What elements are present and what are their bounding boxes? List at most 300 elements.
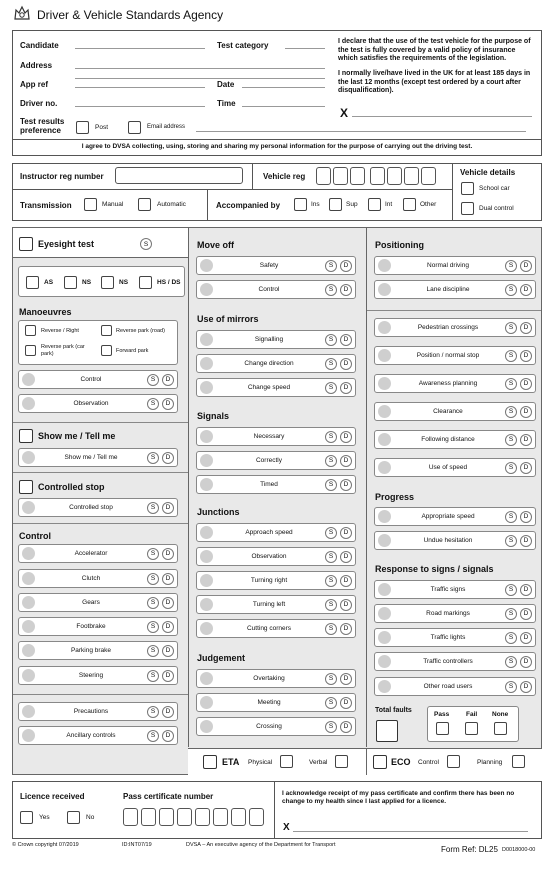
candidate-field[interactable] [75,48,205,49]
fault-tally-circle[interactable] [200,526,213,539]
serious-fault-marker[interactable]: S [505,584,517,596]
fault-tally-circle[interactable] [22,451,35,464]
dangerous-fault-marker[interactable]: D [520,378,532,390]
eyesight-option-checkbox[interactable] [64,276,77,289]
dangerous-fault-marker[interactable]: D [520,608,532,620]
dangerous-fault-marker[interactable]: D [520,284,532,296]
fault-tally-circle[interactable] [22,373,35,386]
form-ref: Form Ref: DL25 [441,845,498,854]
test-category-field[interactable] [285,48,325,49]
fault-tally-circle[interactable] [378,321,391,334]
manoeuvre-label: Reverse park (road) [116,328,165,334]
serious-fault-marker[interactable]: S [325,673,337,685]
fault-tally-circle[interactable] [22,705,35,718]
control-title: Control [19,531,51,541]
assessment-item-label: Following distance [421,436,475,443]
assessment-row[interactable] [196,595,356,614]
form-id: ID:INT07/19 [122,842,152,848]
app-ref-label: App ref [20,80,48,89]
dangerous-fault-marker[interactable]: D [520,462,532,474]
sup-checkbox[interactable] [329,198,342,211]
fault-tally-circle[interactable] [200,720,213,733]
assessment-row[interactable] [18,544,178,563]
fault-tally-circle[interactable] [22,620,35,633]
dangerous-fault-marker[interactable]: D [340,260,352,272]
dangerous-fault-marker[interactable]: D [340,599,352,611]
assessment-row[interactable] [196,669,356,688]
assessment-row[interactable] [196,378,356,397]
fault-tally-circle[interactable] [200,381,213,394]
dangerous-fault-marker[interactable]: D [520,632,532,644]
assessment-row[interactable] [374,346,536,365]
dangerous-fault-marker[interactable]: D [340,623,352,635]
fault-tally-circle[interactable] [200,259,213,272]
serious-fault-marker[interactable]: S [325,623,337,635]
ins-label: Ins [311,201,320,208]
dangerous-fault-marker[interactable]: D [162,706,174,718]
eta-checkbox[interactable] [203,755,217,769]
fault-tally-circle[interactable] [22,596,35,609]
assessment-row[interactable] [18,726,178,745]
eyesight-option-checkbox[interactable] [26,276,39,289]
serious-fault-marker[interactable]: S [325,260,337,272]
assessment-row[interactable] [374,507,536,526]
dangerous-fault-marker[interactable]: D [162,502,174,514]
fault-tally-circle[interactable] [22,501,35,514]
time-label: Time [217,99,236,108]
assessment-row[interactable] [374,318,536,337]
fault-tally-circle[interactable] [200,430,213,443]
eta-physical-checkbox[interactable] [280,755,293,768]
vehicle-reg-box[interactable] [316,167,331,185]
fault-tally-circle[interactable] [378,259,391,272]
serious-fault-marker[interactable]: S [505,608,517,620]
email-field[interactable] [196,131,526,132]
serious-fault-marker[interactable]: S [325,334,337,346]
fault-tally-circle[interactable] [378,655,391,668]
licence-signature-mark: X [283,822,290,833]
date-label: Date [217,80,235,89]
assessment-item-label: Signalling [254,336,284,343]
dangerous-fault-marker[interactable]: D [520,322,532,334]
assessment-row[interactable] [18,593,178,612]
serious-fault-marker[interactable]: S [505,260,517,272]
none-label: None [492,711,509,718]
dangerous-fault-marker[interactable]: D [162,645,174,657]
vehicle-reg-box[interactable] [370,167,385,185]
serious-fault-marker[interactable]: S [505,350,517,362]
eco-planning-label: Planning [477,759,503,766]
fault-tally-circle[interactable] [22,669,35,682]
dangerous-fault-marker[interactable]: D [340,575,352,587]
assessment-row[interactable] [374,604,536,623]
serious-fault-marker[interactable]: S [147,502,159,514]
fault-tally-circle[interactable] [378,534,391,547]
eco-planning-checkbox[interactable] [512,755,525,768]
dangerous-fault-marker[interactable]: D [520,406,532,418]
assessment-row[interactable] [374,256,536,275]
pass-cert-box[interactable] [249,808,264,826]
manoeuvre-checkbox[interactable] [25,345,36,356]
serious-fault-marker[interactable]: S [147,645,159,657]
dangerous-fault-marker[interactable]: D [162,621,174,633]
serious-fault-marker[interactable]: S [505,284,517,296]
judgement-title: Judgement [197,653,246,663]
vehicle-reg-box[interactable] [333,167,348,185]
assessment-row[interactable] [374,628,536,647]
dangerous-fault-marker[interactable]: D [340,431,352,443]
precautions-divider [13,694,188,695]
assessment-row[interactable] [196,547,356,566]
serious-fault-marker[interactable]: S [325,358,337,370]
dangerous-fault-marker[interactable]: D [162,597,174,609]
assessment-item-label: Parking brake [70,647,112,654]
dangerous-fault-marker[interactable]: D [340,479,352,491]
dangerous-fault-marker[interactable]: D [162,398,174,410]
assessment-item-label: Cutting corners [246,625,292,632]
pass-checkbox[interactable] [436,722,449,735]
serious-fault-marker[interactable]: S [147,706,159,718]
eyesight-s-marker[interactable]: S [140,236,156,252]
fault-tally-circle[interactable] [200,478,213,491]
assessment-item-label: Pedestrian crossings [417,324,479,331]
dangerous-fault-marker[interactable]: D [162,452,174,464]
fault-tally-circle[interactable] [378,433,391,446]
licence-yes-checkbox[interactable] [20,811,33,824]
fault-tally-circle[interactable] [378,680,391,693]
serious-fault-marker[interactable]: S [147,597,159,609]
dangerous-fault-marker[interactable]: D [340,673,352,685]
fault-tally-circle[interactable] [22,644,35,657]
address-field[interactable] [75,68,325,69]
fault-tally-circle[interactable] [200,283,213,296]
fault-tally-circle[interactable] [378,461,391,474]
assessment-row[interactable] [18,448,178,467]
column-divider-1 [188,227,189,747]
manual-checkbox[interactable] [84,198,97,211]
dangerous-fault-marker[interactable]: D [340,358,352,370]
vehicle-reg-box[interactable] [404,167,419,185]
vehicle-divider-1 [252,163,253,189]
eco-checkbox[interactable] [373,755,387,769]
licence-signature-field[interactable] [293,831,528,832]
pass-cert-box[interactable] [195,808,210,826]
assessment-row[interactable] [196,717,356,736]
eyesight-option-label: AS [44,279,54,286]
serious-fault-marker[interactable]: S [147,573,159,585]
fault-tally-circle[interactable] [22,397,35,410]
eco-title: ECO [391,757,411,767]
assessment-row[interactable] [374,430,536,449]
post-checkbox[interactable] [76,121,89,134]
fault-tally-circle[interactable] [200,357,213,370]
assessment-item-label: Clearance [433,408,463,415]
serious-fault-marker[interactable]: S [505,378,517,390]
fault-tally-circle[interactable] [378,349,391,362]
assessment-item-label: Clutch [81,575,101,582]
dangerous-fault-marker[interactable]: D [340,284,352,296]
assessment-row[interactable] [196,523,356,542]
fault-tally-circle[interactable] [22,547,35,560]
results-pref-label: Test results [20,117,65,126]
manoeuvre-checkbox[interactable] [25,325,36,336]
assessment-row[interactable] [374,677,536,696]
assessment-item-label: Undue hesitation [423,537,473,544]
pass-cert-box[interactable] [141,808,156,826]
dangerous-fault-marker[interactable]: D [162,730,174,742]
assessment-row[interactable] [18,498,178,517]
assessment-row[interactable] [196,427,356,446]
fault-tally-circle[interactable] [200,696,213,709]
assessment-row[interactable] [18,370,178,389]
show-me-checkbox[interactable] [19,429,33,443]
automatic-checkbox[interactable] [138,198,151,211]
dangerous-fault-marker[interactable]: D [340,455,352,467]
serious-fault-marker[interactable]: S [505,511,517,523]
pass-cert-box[interactable] [231,808,246,826]
assessment-item-label: Overtaking [253,675,285,682]
assessment-row[interactable] [196,451,356,470]
vehicle-reg-box[interactable] [387,167,402,185]
fault-tally-circle[interactable] [200,622,213,635]
serious-fault-marker[interactable]: S [505,434,517,446]
serious-fault-marker[interactable]: S [325,479,337,491]
assessment-item-label: Awareness planning [418,380,478,387]
eco-control-label: Control [418,759,439,766]
time-field[interactable] [242,106,325,107]
dangerous-fault-marker[interactable]: D [520,511,532,523]
controlled-stop-title: Controlled stop [38,482,105,492]
control-divider [13,523,188,524]
dangerous-fault-marker[interactable]: D [340,551,352,563]
serious-fault-marker[interactable]: S [325,527,337,539]
fault-tally-circle[interactable] [378,377,391,390]
candidate-label: Candidate [20,41,59,50]
fault-tally-circle[interactable] [378,405,391,418]
eyesight-option-label: NS [82,279,92,286]
assessment-item-label: Correctly [255,457,282,464]
assessment-row[interactable] [196,256,356,275]
assessment-row[interactable] [18,617,178,636]
eta-title: ETA [222,757,240,767]
serious-fault-marker[interactable]: S [325,697,337,709]
fault-tally-circle[interactable] [200,550,213,563]
vehicle-reg-label: Vehicle reg [263,172,306,181]
assessment-row[interactable] [374,652,536,671]
progress-title: Progress [375,492,415,502]
assessment-item-label: Normal driving [427,262,469,269]
total-faults-box[interactable] [376,720,398,742]
serious-fault-marker[interactable]: S [505,632,517,644]
fault-tally-circle[interactable] [200,574,213,587]
assessment-row[interactable] [374,580,536,599]
accompanied-label: Accompanied by [216,201,281,210]
serious-fault-marker[interactable]: S [505,322,517,334]
fault-tally-circle[interactable] [378,607,391,620]
dangerous-fault-marker[interactable]: D [340,334,352,346]
eyesight-checkbox[interactable] [19,237,33,251]
assessment-row[interactable] [374,402,536,421]
date-field[interactable] [242,87,325,88]
serious-fault-marker[interactable]: S [505,406,517,418]
licence-divider [274,781,275,839]
assessment-item-label: Change speed [247,384,291,391]
manoeuvres-title: Manoeuvres [19,307,72,317]
licence-yes-label: Yes [39,814,50,821]
serious-fault-marker[interactable]: S [325,284,337,296]
assessment-item-label: Use of speed [428,464,468,471]
serious-fault-marker[interactable]: S [325,431,337,443]
dangerous-fault-marker[interactable]: D [162,670,174,682]
assessment-row[interactable] [196,475,356,494]
fail-checkbox[interactable] [465,722,478,735]
results-pref-label-2: preference [20,126,61,135]
column-divider-2 [366,227,367,747]
pass-cert-box[interactable] [213,808,228,826]
junctions-title: Junctions [197,507,240,517]
dangerous-fault-marker[interactable]: D [340,382,352,394]
post-label: Post [95,124,109,131]
driver-no-label: Driver no. [20,99,58,108]
address-field-2[interactable] [75,78,325,79]
assessment-row[interactable] [196,280,356,299]
serious-fault-marker[interactable]: S [325,455,337,467]
total-faults-label: Total faults [375,707,412,714]
serious-fault-marker[interactable]: S [147,670,159,682]
fault-tally-circle[interactable] [200,672,213,685]
move-off-title: Move off [197,240,234,250]
vehicle-reg-box[interactable] [421,167,436,185]
assessment-row[interactable] [374,458,536,477]
assessment-item-label: Observation [251,553,287,560]
assessment-item-label: Traffic controllers [423,658,473,665]
residence-declaration: I normally live/have lived in the UK for at least 185 days in the last 12 months (except test ordered by a court after disqualification). [338,70,531,94]
pass-cert-box[interactable] [177,808,192,826]
assessment-row[interactable] [196,330,356,349]
assessment-row[interactable] [18,569,178,588]
serious-fault-marker[interactable]: S [325,575,337,587]
fault-tally-circle[interactable] [200,454,213,467]
eta-verbal-checkbox[interactable] [335,755,348,768]
serious-fault-marker[interactable]: S [325,721,337,733]
dangerous-fault-marker[interactable]: D [162,573,174,585]
dangerous-fault-marker[interactable]: D [520,681,532,693]
vehicle-row-divider [12,189,452,190]
app-ref-field[interactable] [75,87,205,88]
fault-tally-circle[interactable] [200,333,213,346]
declaration-signature-field[interactable] [352,116,532,117]
eco-control-checkbox[interactable] [447,755,460,768]
assessment-row[interactable] [374,531,536,550]
school-car-checkbox[interactable] [461,182,474,195]
dangerous-fault-marker[interactable]: D [340,527,352,539]
other-checkbox[interactable] [403,198,416,211]
dangerous-fault-marker[interactable]: D [520,434,532,446]
manoeuvre-label: Forward park [116,348,149,354]
form-code: D0018000-00 [502,847,536,853]
serious-fault-marker[interactable]: S [147,398,159,410]
dangerous-fault-marker[interactable]: D [520,350,532,362]
none-checkbox[interactable] [494,722,507,735]
licence-no-checkbox[interactable] [67,811,80,824]
ins-checkbox[interactable] [294,198,307,211]
serious-fault-marker[interactable]: S [147,452,159,464]
instructor-field[interactable] [115,167,243,184]
eyesight-option-checkbox[interactable] [139,276,152,289]
dual-control-checkbox[interactable] [461,202,474,215]
dangerous-fault-marker[interactable]: D [162,374,174,386]
dangerous-fault-marker[interactable]: D [162,548,174,560]
eta-eco-divider [366,748,367,775]
manoeuvre-options [18,320,178,365]
assessment-item-label: Other road users [423,683,473,690]
pass-cert-label: Pass certificate number [123,792,214,801]
fault-tally-circle[interactable] [22,729,35,742]
serious-fault-marker[interactable]: S [505,681,517,693]
serious-fault-marker[interactable]: S [147,621,159,633]
serious-fault-marker[interactable]: S [505,462,517,474]
manoeuvre-checkbox[interactable] [101,345,112,356]
assessment-row[interactable] [196,619,356,638]
fault-tally-circle[interactable] [378,583,391,596]
email-checkbox[interactable] [128,121,141,134]
fault-tally-circle[interactable] [378,631,391,644]
assessment-row[interactable] [196,571,356,590]
fault-tally-circle[interactable] [22,572,35,585]
vehicle-divider-3 [207,189,208,221]
dangerous-fault-marker[interactable]: D [340,697,352,709]
fault-tally-circle[interactable] [200,598,213,611]
serious-fault-marker[interactable]: S [325,599,337,611]
manoeuvre-checkbox[interactable] [101,325,112,336]
serious-fault-marker[interactable]: S [325,551,337,563]
response-title: Response to signs / signals [375,564,494,574]
fault-tally-circle[interactable] [378,283,391,296]
serious-fault-marker[interactable]: S [147,374,159,386]
manoeuvre-label: Reverse / Right [41,328,79,334]
assessment-item-label: Change direction [244,360,294,367]
controlled-stop-checkbox[interactable] [19,480,33,494]
assessment-row[interactable] [374,374,536,393]
serious-fault-marker[interactable]: S [147,548,159,560]
serious-fault-marker[interactable]: S [325,382,337,394]
pass-cert-box[interactable] [123,808,138,826]
assessment-row[interactable] [196,354,356,373]
vehicle-reg-box[interactable] [350,167,365,185]
assessment-row[interactable] [374,280,536,299]
driver-no-field[interactable] [75,106,205,107]
dangerous-fault-marker[interactable]: D [340,721,352,733]
serious-fault-marker[interactable]: S [505,535,517,547]
assessment-row[interactable] [18,666,178,685]
other-label: Other [420,201,437,208]
dangerous-fault-marker[interactable]: D [520,656,532,668]
serious-fault-marker[interactable]: S [147,730,159,742]
eyesight-option-checkbox[interactable] [101,276,114,289]
assessment-row[interactable] [18,641,178,660]
assessment-row[interactable] [18,394,178,413]
dangerous-fault-marker[interactable]: D [520,535,532,547]
pass-cert-box[interactable] [159,808,174,826]
int-checkbox[interactable] [368,198,381,211]
assessment-row[interactable] [18,702,178,721]
dangerous-fault-marker[interactable]: D [520,260,532,272]
assessment-item-label: Position / normal stop [416,352,480,359]
fault-tally-circle[interactable] [378,510,391,523]
dangerous-fault-marker[interactable]: D [520,584,532,596]
serious-fault-marker[interactable]: S [505,656,517,668]
assessment-row[interactable] [196,693,356,712]
